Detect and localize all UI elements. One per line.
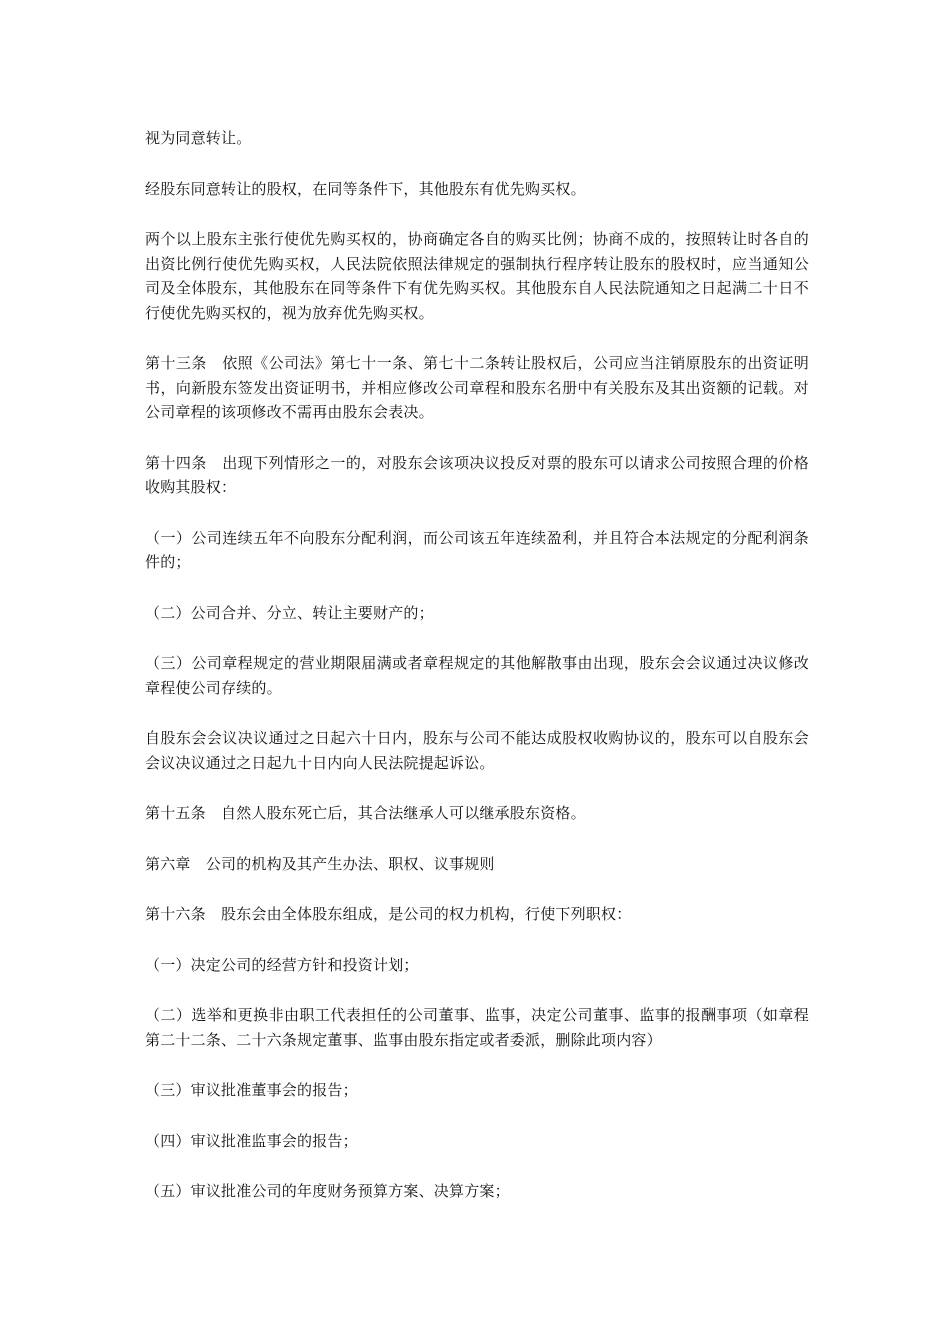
document-body	[145, 126, 809, 1230]
list-item: （五）审议批准公司的年度财务预算方案、决算方案；	[145, 1182, 510, 1200]
paragraph: 经股东同意转让的股权，在同等条件下，其他股东有优先购买权。	[145, 179, 586, 198]
list-item: （二）选举和更换非由职工代表担任的公司董事、监事，决定公司董事、监事的报酬事项（如章程第二十二条、二十六条规定董事、监事由股东指定或者委派，删除此项内容）	[145, 1006, 809, 1049]
paragraph: 两个以上股东主张行使优先购买权的，协商确定各自的购买比例；协商不成的，按照转让时各自的出资比例行使优先购买权，人民法院依照法律规定的强制执行程序转让股东的股权时，应当通知公司及全体股东，其他股东在同等条件下有优先购买权。其他股东自人民法院通知之日起满二十日不行使优先购买权的，视为放弃优先购买权。	[145, 230, 809, 322]
chapter-heading: 第六章 公司的机构及其产生办法、职权、议事规则	[145, 854, 495, 873]
article-14: 第十四条 出现下列情形之一的，对股东会该项决议投反对票的股东可以请求公司按照合理的价格收购其股权：	[145, 453, 809, 496]
article-15: 第十五条 自然人股东死亡后，其合法继承人可以继承股东资格。	[145, 804, 586, 822]
list-item: （四）审议批准监事会的报告；	[145, 1131, 358, 1150]
paragraph: 自股东会会议决议通过之日起六十日内，股东与公司不能达成股权收购协议的，股东可以自股东会会议决议通过之日起九十日内向人民法院提起诉讼。	[145, 729, 809, 772]
list-item: （三）审议批准董事会的报告；	[145, 1081, 358, 1099]
paragraph: 视为同意转让。	[145, 129, 252, 147]
article-13: 第十三条 依照《公司法》第七十一条、第七十二条转让股权后，公司应当注销原股东的出资证明书，向新股东签发出资证明书，并相应修改公司章程和股东名册中有关股东及其出资额的记载。对公司章程的该项修改不需再由股东会表决。	[145, 354, 809, 421]
list-item: （二）公司合并、分立、转让主要财产的；	[145, 603, 434, 622]
list-item: （三）公司章程规定的营业期限届满或者章程规定的其他解散事由出现，股东会会议通过决议修改章程使公司存续的。	[145, 654, 809, 697]
list-item: （一）公司连续五年不向股东分配利润，而公司该五年连续盈利，并且符合本法规定的分配利润条件的；	[145, 528, 809, 571]
list-item: （一）决定公司的经营方针和投资计划；	[145, 955, 419, 974]
article-16: 第十六条 股东会由全体股东组成，是公司的权力机构，行使下列职权：	[145, 905, 632, 923]
